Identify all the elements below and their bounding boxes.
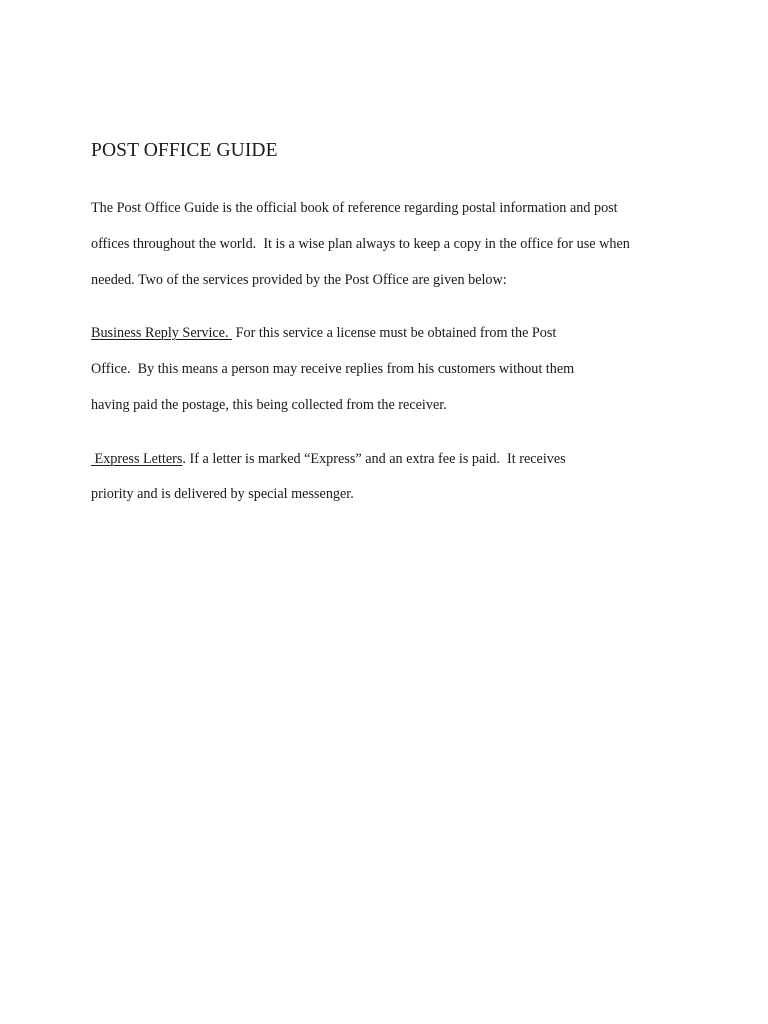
business-reply-text: For this service a license must be obtained from the Post	[232, 325, 557, 341]
intro-line-3: needed. Two of the services provided by the Post Office are given below:	[91, 272, 507, 288]
document-title: POST OFFICE GUIDE	[91, 140, 278, 161]
business-reply-line-1	[91, 325, 556, 342]
express-letters-text: . If a letter is marked “Express” and an extra fee is paid. It receives	[182, 451, 566, 467]
business-reply-line-2: Office. By this means a person may receive replies from his customers without them	[91, 361, 575, 377]
intro-line-1: The Post Office Guide is the official book of reference regarding postal information and post	[91, 200, 618, 216]
business-reply-line-3: having paid the postage, this being collected from the receiver.	[91, 397, 447, 413]
business-reply-heading: Business Reply Service.	[91, 325, 233, 341]
intro-line-2: offices throughout the world. It is a wise plan always to keep a copy in the office for use when	[91, 236, 630, 252]
express-letters-heading: Express Letters	[91, 451, 183, 467]
express-letters-line-1	[91, 451, 566, 468]
express-letters-line-2: priority and is delivered by special messenger.	[91, 486, 354, 502]
